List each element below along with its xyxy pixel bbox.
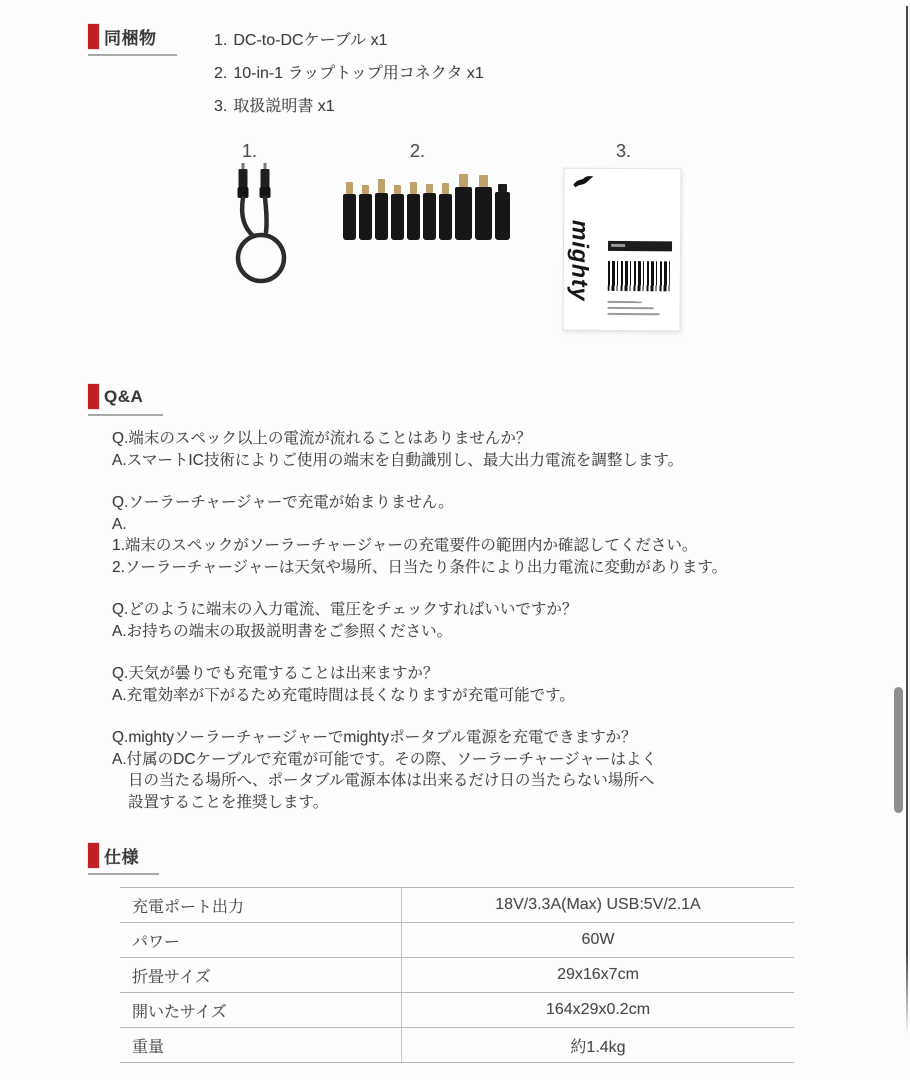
table-row [120, 1028, 794, 1063]
table-row [120, 888, 794, 923]
qa-list [112, 428, 832, 834]
red-bullet-icon [88, 24, 99, 49]
item-text: DC-to-DCケーブル x1 [233, 32, 388, 49]
connector [375, 179, 388, 240]
question: Q.天気が曇りでも充電することは出来ますか？ [112, 665, 439, 682]
connector [407, 182, 420, 240]
qa-entry [112, 663, 832, 706]
item-text: 10-in-1 ラップトップ用コネクタ x1 [233, 65, 484, 82]
spec-value: 60W [581, 931, 615, 948]
connector [495, 184, 510, 240]
spec-label: 開いたサイズ [120, 993, 402, 1027]
spec-label: パワー [120, 923, 402, 957]
included-section-title: 同梱物 [104, 29, 157, 48]
manual-title-bar [608, 241, 672, 251]
qa-section-header [88, 384, 163, 416]
qa-entry [112, 599, 832, 642]
qa-entry [112, 428, 832, 471]
connector [343, 182, 356, 240]
photo-edge-line [906, 6, 908, 1036]
spec-section-title: 仕様 [104, 848, 139, 867]
answer: A.付属のDCケーブルで充電が可能です。その際、ソーラーチャージャーはよく [112, 750, 657, 768]
question: Q.mightyソーラーチャージャーでmightyポータブル電源を充電できますか？ [112, 729, 637, 746]
item-text: 取扱説明書 x1 [233, 98, 335, 115]
table-row [120, 923, 794, 958]
list-item [214, 90, 484, 123]
included-section-header [88, 24, 177, 56]
qa-entry [112, 492, 832, 578]
table-row [120, 958, 794, 993]
manual-text-line [608, 307, 654, 309]
spec-value: 18V/3.3A(Max) USB:5V/2.1A [495, 896, 701, 913]
manual-text-line [608, 313, 660, 315]
figure-label-3: 3. [616, 141, 632, 161]
manual-text-line [608, 301, 642, 303]
dc-cable-image [215, 160, 310, 298]
spec-section-header [88, 843, 159, 875]
answer: A. [112, 515, 127, 533]
question: Q.どのように端末の入力電流、電圧をチェックすればいいですか？ [112, 601, 578, 618]
list-item [214, 57, 484, 90]
answer: A.スマートIC技術によりご使用の端末を自動識別し、最大出力電流を調整します。 [112, 451, 684, 469]
brand-logo-text: mighty [567, 219, 594, 302]
list-item [214, 24, 484, 57]
qa-entry [112, 727, 832, 813]
spec-label: 充電ポート出力 [120, 888, 402, 922]
item-number: 1. [214, 32, 228, 49]
connector [475, 175, 492, 240]
answer: A.お持ちの端末の取扱説明書をご参照ください。 [112, 622, 453, 640]
answer: 1.端末のスペックがソーラーチャージャーの充電要件の範囲内か確認してください。 [112, 537, 698, 554]
connector [439, 183, 452, 240]
connector [391, 185, 404, 240]
figure-label-1: 1. [242, 141, 258, 161]
item-number: 3. [214, 98, 228, 115]
answer: A.充電効率が下がるため充電時間は長くなりますが充電可能です。 [112, 686, 575, 704]
laptop-connectors-image [343, 172, 515, 240]
table-row [120, 993, 794, 1028]
brand-bird-icon [571, 175, 595, 191]
figure-label-2: 2. [410, 141, 426, 161]
answer: 日の当たる場所へ、ポータブル電源本体は出来るだけ日の当たらない場所へ [128, 772, 655, 789]
included-items-list [214, 24, 484, 123]
spec-value: 29x16x7cm [557, 966, 639, 983]
scrollbar-thumb[interactable] [894, 687, 903, 813]
answer: 2.ソーラーチャージャーは天気や場所、日当たり条件により出力電流に変動があります。 [112, 558, 728, 576]
spec-label: 重量 [120, 1028, 402, 1062]
spec-label: 折畳サイズ [120, 958, 402, 992]
red-bullet-icon [88, 384, 99, 409]
answer: 設置することを推奨します。 [128, 793, 329, 811]
connector [455, 174, 472, 240]
red-bullet-icon [88, 843, 99, 868]
item-number: 2. [214, 65, 228, 82]
connector [423, 184, 436, 240]
connector [359, 185, 372, 240]
question: Q.端末のスペック以上の電流が流れることはありませんか？ [112, 430, 532, 447]
manual-image [562, 168, 681, 332]
qa-section-title: Q&A [104, 386, 144, 406]
question: Q.ソーラーチャージャーで充電が始まりません。 [112, 494, 454, 511]
spec-table [120, 887, 794, 1063]
barcode [608, 261, 670, 291]
spec-value: 164x29x0.2cm [545, 1001, 651, 1018]
spec-value: 約1.4kg [570, 1038, 626, 1056]
